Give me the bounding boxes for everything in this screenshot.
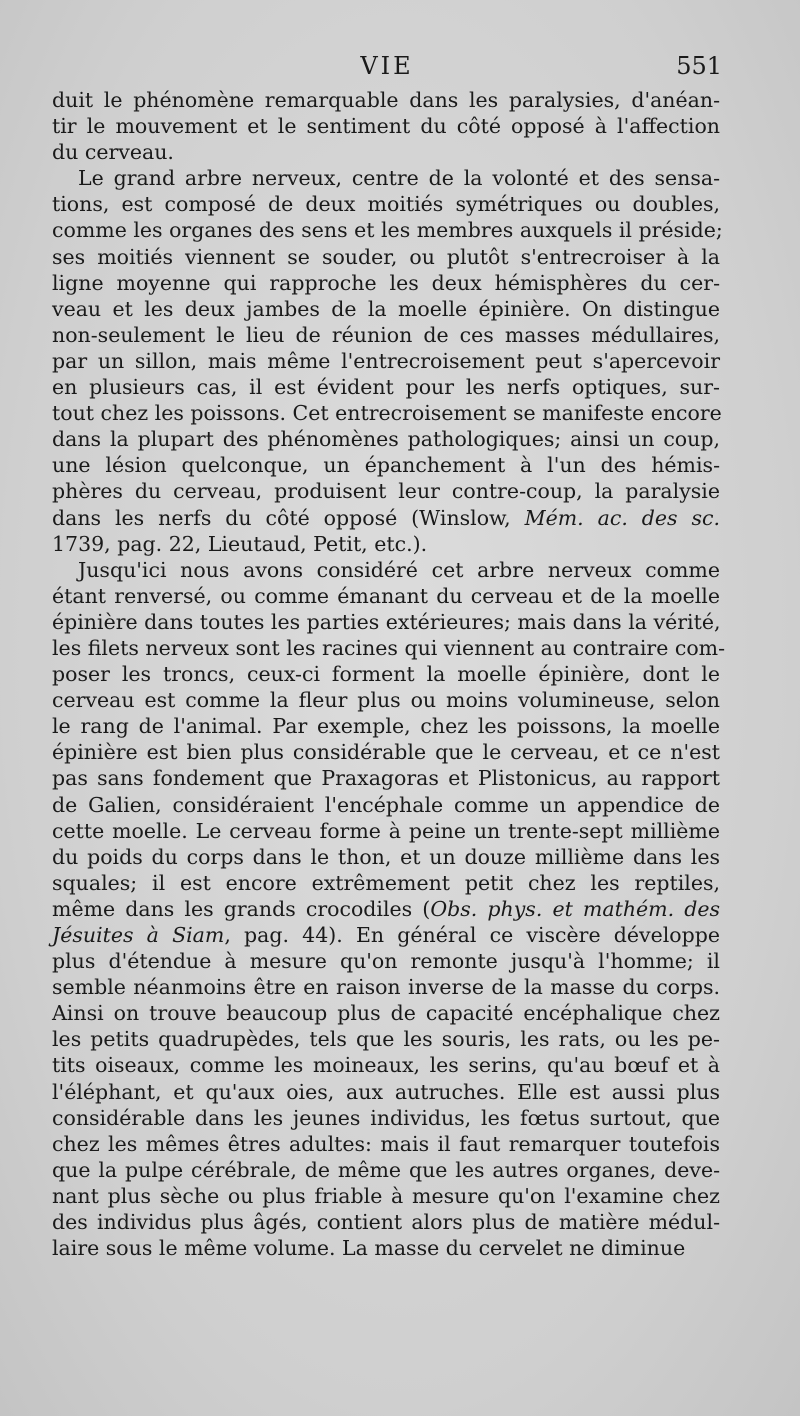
text-line: chez les mêmes êtres adultes: mais il faut remarquer toutefois — [52, 1131, 720, 1156]
text-line: tits oiseaux, comme les moineaux, les serins, qu'au bœuf et à — [52, 1053, 720, 1078]
text-line: de Galien, considéraient l'encéphale comme un appendice de — [52, 792, 720, 817]
italic-citation: Mém. ac. des sc. — [524, 505, 720, 530]
text-line: tions, est composé de deux moitiés symétriques ou doubles, — [52, 192, 720, 217]
text-line: que la pulpe cérébrale, de même que les autres organes, deve- — [52, 1157, 720, 1182]
text-line: considérable dans les jeunes individus, les fœtus surtout, que — [52, 1105, 720, 1130]
text-line: semble néanmoins être en raison inverse de la masse du corps. — [52, 975, 720, 1000]
text-line: des individus plus âgés, contient alors plus de matière médul- — [52, 1210, 720, 1235]
text-line: Jésuites à Siam, pag. 44). En général ce viscère développe — [52, 923, 720, 947]
text-line: une lésion quelconque, un épanchement à l'un des hémis- — [52, 453, 720, 478]
text-line: ses moitiés viennent se souder, ou plutôt s'entrecroiser à la — [52, 244, 720, 269]
paragraph — [52, 165, 723, 556]
text-line: Ainsi on trouve beaucoup plus de capacité encéphalique chez — [52, 1001, 720, 1026]
text-line: étant renversé, ou comme émanant du cerveau et de la moelle — [52, 583, 720, 608]
text-line: les petits quadrupèdes, tels que les souris, les rats, ou les pe- — [52, 1027, 720, 1052]
text-line: veau et les deux jambes de la moelle épinière. On distingue — [52, 296, 720, 321]
italic-citation: Obs. phys. et mathém. des — [430, 896, 721, 921]
text-line: par un sillon, mais même l'entrecroisement peut s'apercevoir — [52, 348, 720, 373]
text-line: Jusqu'ici nous avons considéré cet arbre nerveux comme — [78, 557, 720, 582]
text-line: pas sans fondement que Praxagoras et Plistonicus, au rapport — [52, 766, 720, 791]
body-text — [52, 87, 726, 1261]
text-line: comme les organes des sens et les membres auxquels il préside; — [52, 218, 723, 243]
text-line: ligne moyenne qui rapproche les deux hémisphères du cer- — [52, 270, 720, 295]
paragraph — [52, 87, 720, 165]
text-line: du cerveau. — [52, 140, 174, 165]
text-line: squales; il est encore extrêmement petit chez les reptiles, — [52, 870, 720, 895]
text-line: Le grand arbre nerveux, centre de la volonté et des sensa- — [78, 166, 720, 191]
text-line: cerveau est comme la fleur plus ou moins volumineuse, selon — [52, 688, 720, 713]
text-line: poser les troncs, ceux-ci forment la moelle épinière, dont le — [52, 662, 720, 687]
text-line: nant plus sèche ou plus friable à mesure qu'on l'examine chez — [52, 1183, 720, 1208]
text-line: en plusieurs cas, il est évident pour les nerfs optiques, sur- — [52, 375, 720, 400]
text-line: non-seulement le lieu de réunion de ces masses médullaires, — [52, 322, 720, 347]
page-header — [52, 52, 722, 84]
text-line: épinière dans toutes les parties extérieures; mais dans la vérité, — [52, 609, 721, 634]
page-number: 551 — [676, 52, 722, 80]
text-line: épinière est bien plus considérable que le cerveau, et ce n'est — [52, 740, 720, 765]
text-line: les filets nerveux sont les racines qui viennent au contraire com- — [52, 635, 726, 660]
text-line: dans la plupart des phénomènes pathologiques; ainsi un coup, — [52, 427, 720, 452]
running-title: VIE — [360, 52, 414, 80]
text-line: tir le mouvement et le sentiment du côté opposé à l'affection — [52, 114, 720, 139]
text-line: l'éléphant, et qu'aux oies, aux autruches. Elle est aussi plus — [52, 1079, 720, 1104]
text-line: dans les nerfs du côté opposé (Winslow, Mém. ac. des sc. — [52, 505, 720, 530]
text-line: même dans les grands crocodiles (Obs. phys. et mathém. des — [52, 896, 721, 921]
text-line: du poids du corps dans le thon, et un douze millième dans les — [52, 844, 720, 869]
text-line: duit le phénomène remarquable dans les paralysies, d'anéan- — [52, 88, 720, 112]
text-line: le rang de l'animal. Par exemple, chez les poissons, la moelle — [52, 714, 720, 739]
paragraph — [52, 557, 726, 1262]
text-line: plus d'étendue à mesure qu'on remonte jusqu'à l'homme; il — [52, 949, 720, 974]
text-line: cette moelle. Le cerveau forme à peine un trente-sept millième — [52, 818, 720, 843]
text-line: tout chez les poissons. Cet entrecroisement se manifeste encore — [52, 401, 722, 426]
text-line: 1739, pag. 22, Lieutaud, Petit, etc.). — [52, 531, 428, 556]
italic-citation: Jésuites à Siam — [52, 923, 225, 947]
text-line: laire sous le même volume. La masse du cervelet ne diminue — [52, 1236, 686, 1261]
text-line: phères du cerveau, produisent leur contre-coup, la paralysie — [52, 479, 720, 504]
